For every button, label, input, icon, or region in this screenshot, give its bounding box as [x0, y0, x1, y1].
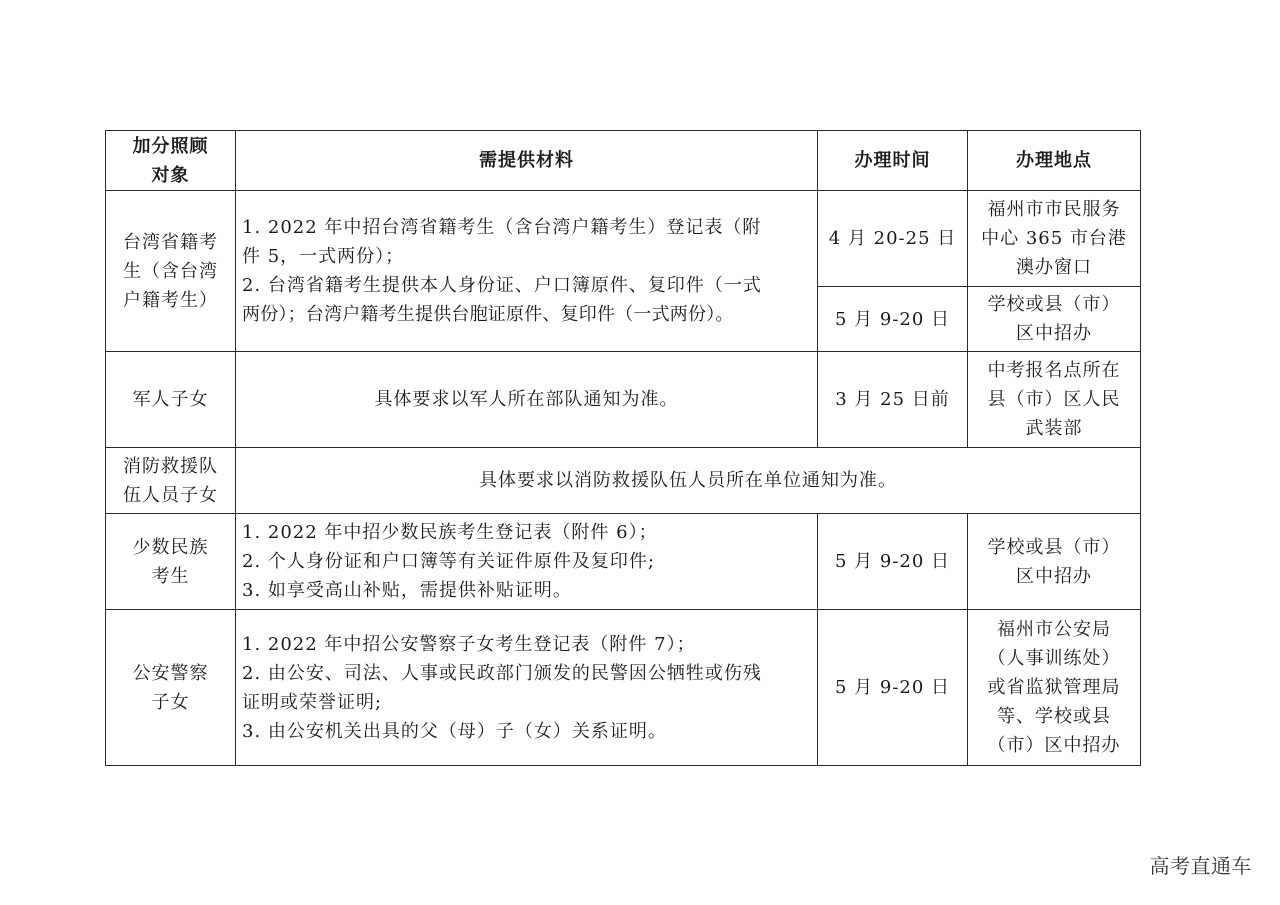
- materials-line: 1. 2022 年中招公安警察子女考生登记表（附件 7）；: [242, 633, 696, 655]
- materials-military: 具体要求以军人所在部队通知为准。: [236, 352, 818, 448]
- place-line: 武装部: [1025, 418, 1083, 439]
- materials-line: 1. 2022 年中招台湾省籍考生（含台湾户籍考生）登记表（附: [242, 217, 762, 238]
- materials-minority: [236, 514, 818, 610]
- target-fire: [106, 448, 236, 514]
- place-line: 区中招办: [1016, 323, 1092, 344]
- place-police: [968, 610, 1141, 766]
- watermark-text: 高考直通车: [1149, 854, 1252, 878]
- materials-line: 3. 如享受高山补贴，需提供补贴证明。: [242, 580, 572, 601]
- place-line: 中考报名点所在: [987, 360, 1121, 381]
- materials-line: 件 5，一式两份）；: [242, 246, 405, 267]
- place-line: 澳办窗口: [1016, 257, 1092, 278]
- target-military: 军人子女: [106, 352, 236, 448]
- place-taiwan-1: [968, 191, 1141, 287]
- table-header-row: [106, 131, 1141, 191]
- place-line: 学校或县（市）: [987, 294, 1121, 315]
- materials-taiwan: [236, 191, 818, 352]
- bonus-points-table: [105, 130, 1141, 766]
- place-line: 中心 365 市台港: [981, 228, 1127, 249]
- table-row-police: [106, 610, 1141, 766]
- materials-line: 两份）；台湾户籍考生提供台胞证原件、复印件（一式两份）。: [242, 304, 734, 325]
- header-target: [106, 131, 236, 191]
- place-taiwan-2: [968, 287, 1141, 352]
- place-line: 或省监狱管理局: [987, 677, 1121, 698]
- target-line: 消防救援队: [123, 455, 218, 477]
- target-line: 少数民族: [132, 536, 209, 558]
- time-military: 3 月 25 日前: [818, 352, 968, 448]
- materials-fire: 具体要求以消防救援队伍人员所在单位通知为准。: [236, 448, 1141, 514]
- header-time: 办理时间: [818, 131, 968, 191]
- target-line: 生（含台湾: [123, 260, 218, 282]
- table-row-minority: [106, 514, 1141, 610]
- time-minority: 5 月 9-20 日: [818, 514, 968, 610]
- materials-police: [236, 610, 818, 766]
- target-line: 子女: [151, 691, 190, 713]
- materials-line: 2. 台湾省籍考生提供本人身份证、户口簿原件、复印件（一式: [242, 275, 762, 296]
- place-minority: [968, 514, 1141, 610]
- table-row-military: [106, 352, 1141, 448]
- place-line: 福州市公安局: [997, 619, 1111, 640]
- header-target-line: 对象: [151, 164, 190, 186]
- header-target-line: 加分照顾: [132, 135, 209, 157]
- time-taiwan-2: 5 月 9-20 日: [818, 287, 968, 352]
- place-line: 学校或县（市）: [987, 536, 1121, 558]
- table-row-taiwan: [106, 191, 1141, 287]
- place-line: 区中招办: [1016, 565, 1092, 587]
- target-taiwan: [106, 191, 236, 352]
- materials-line: 2. 个人身份证和户口簿等有关证件原件及复印件;: [242, 551, 655, 572]
- place-line: 县（市）区人民: [987, 389, 1121, 410]
- target-line: 台湾省籍考: [123, 231, 218, 253]
- target-police: [106, 610, 236, 766]
- materials-line: 1. 2022 年中招少数民族考生登记表（附件 6）；: [242, 522, 658, 543]
- place-line: 福州市市民服务: [987, 199, 1121, 220]
- materials-line: 3. 由公安机关出具的父（母）子（女）关系证明。: [242, 720, 667, 742]
- target-line: 公安警察: [132, 662, 209, 684]
- time-taiwan-1: 4 月 20-25 日: [818, 191, 968, 287]
- place-military: [968, 352, 1141, 448]
- target-line: 伍人员子女: [123, 484, 218, 506]
- place-line: （人事训练处）: [987, 648, 1121, 669]
- time-police: 5 月 9-20 日: [818, 610, 968, 766]
- target-line: 考生: [151, 565, 190, 587]
- place-line: （市）区中招办: [987, 735, 1121, 756]
- header-place: 办理地点: [968, 131, 1141, 191]
- materials-line: 2. 由公安、司法、人事或民政部门颁发的民警因公牺牲或伤残: [242, 662, 762, 684]
- header-materials: 需提供材料: [236, 131, 818, 191]
- target-minority: [106, 514, 236, 610]
- materials-line: 证明或荣誉证明;: [242, 691, 383, 713]
- table-row-fire: [106, 448, 1141, 514]
- target-line: 户籍考生）: [123, 289, 218, 311]
- place-line: 等、学校或县: [997, 706, 1111, 727]
